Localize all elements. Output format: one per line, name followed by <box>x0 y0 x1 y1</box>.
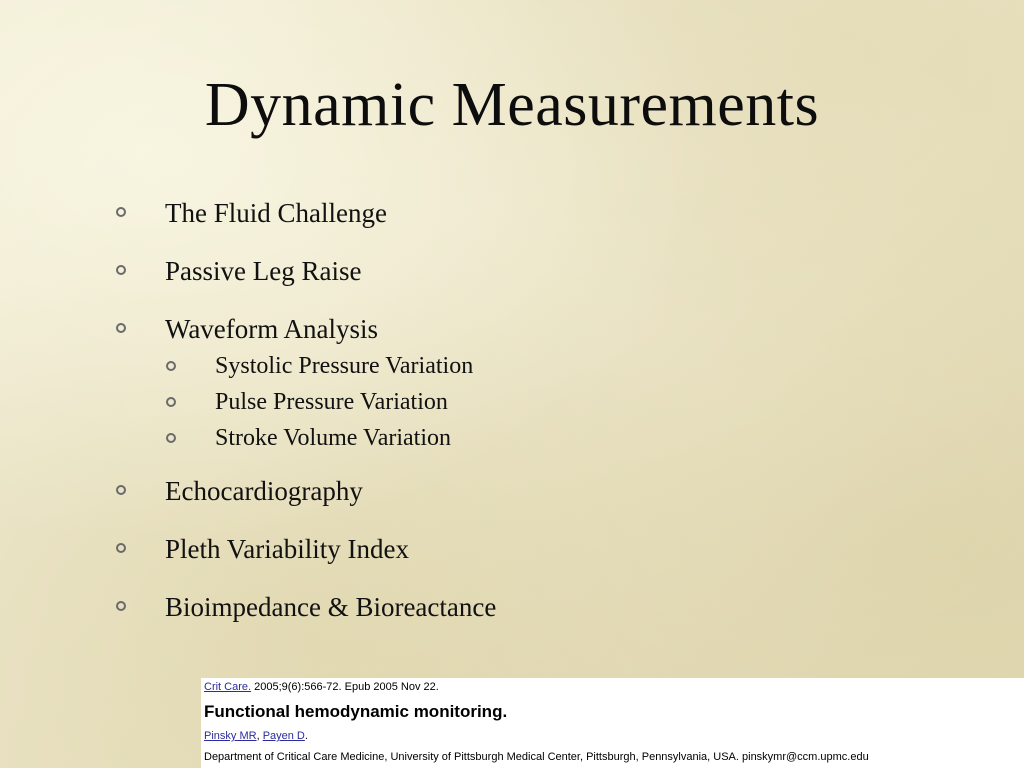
bullet-label: Waveform Analysis <box>165 314 379 344</box>
sub-bullet-circle-icon <box>166 361 176 371</box>
bullet-list <box>112 196 912 648</box>
bullet-item-fluid-challenge <box>112 196 912 230</box>
author-link-pinsky[interactable]: Pinsky MR <box>204 730 257 742</box>
bullet-item-waveform-analysis <box>112 312 912 456</box>
bullet-circle-icon <box>116 601 126 611</box>
citation-box <box>201 678 1024 768</box>
sub-bullet-label: Pulse Pressure Variation <box>215 389 448 415</box>
bullet-circle-icon <box>116 207 126 217</box>
journal-link[interactable]: Crit Care. <box>204 681 252 693</box>
slide-title: Dynamic Measurements <box>204 71 820 139</box>
sub-bullet-item-systolic <box>163 348 912 384</box>
bullet-label: Pleth Variability Index <box>165 534 409 564</box>
author-separator: , <box>256 730 263 742</box>
bullet-item-passive-leg-raise <box>112 254 912 288</box>
sub-bullet-circle-icon <box>166 433 176 443</box>
bullet-circle-icon <box>116 543 126 553</box>
citation-source-line <box>204 681 439 693</box>
bullet-item-pleth-variability <box>112 532 912 566</box>
bullet-label: Passive Leg Raise <box>165 256 362 286</box>
bullet-item-bioimpedance <box>112 590 912 624</box>
citation-affiliation: Department of Critical Care Medicine, University of Pittsburgh Medical Center, Pittsburgh, Pennsylvania, USA. pinskymr@ccm.upmc.edu <box>204 751 869 763</box>
bullet-circle-icon <box>116 265 126 275</box>
journal-details: 2005;9(6):566-72. Epub 2005 Nov 22. <box>251 681 439 693</box>
author-link-payen[interactable]: Payen D <box>262 730 305 742</box>
bullet-label: Bioimpedance & Bioreactance <box>165 592 497 622</box>
bullet-circle-icon <box>116 485 126 495</box>
sub-bullet-item-pulse <box>163 384 912 420</box>
article-title: Functional hemodynamic monitoring. <box>204 702 508 721</box>
sub-bullet-label: Stroke Volume Variation <box>215 425 451 451</box>
sub-bullet-item-stroke-volume <box>163 420 912 456</box>
bullet-item-echocardiography <box>112 474 912 508</box>
sub-bullet-circle-icon <box>166 397 176 407</box>
sub-bullet-label: Systolic Pressure Variation <box>215 353 474 379</box>
sub-bullet-list <box>163 348 912 456</box>
bullet-circle-icon <box>116 323 126 333</box>
authors-end: . <box>304 730 308 742</box>
bullet-label: Echocardiography <box>165 476 363 506</box>
bullet-label: The Fluid Challenge <box>165 198 387 228</box>
citation-authors <box>204 730 308 742</box>
